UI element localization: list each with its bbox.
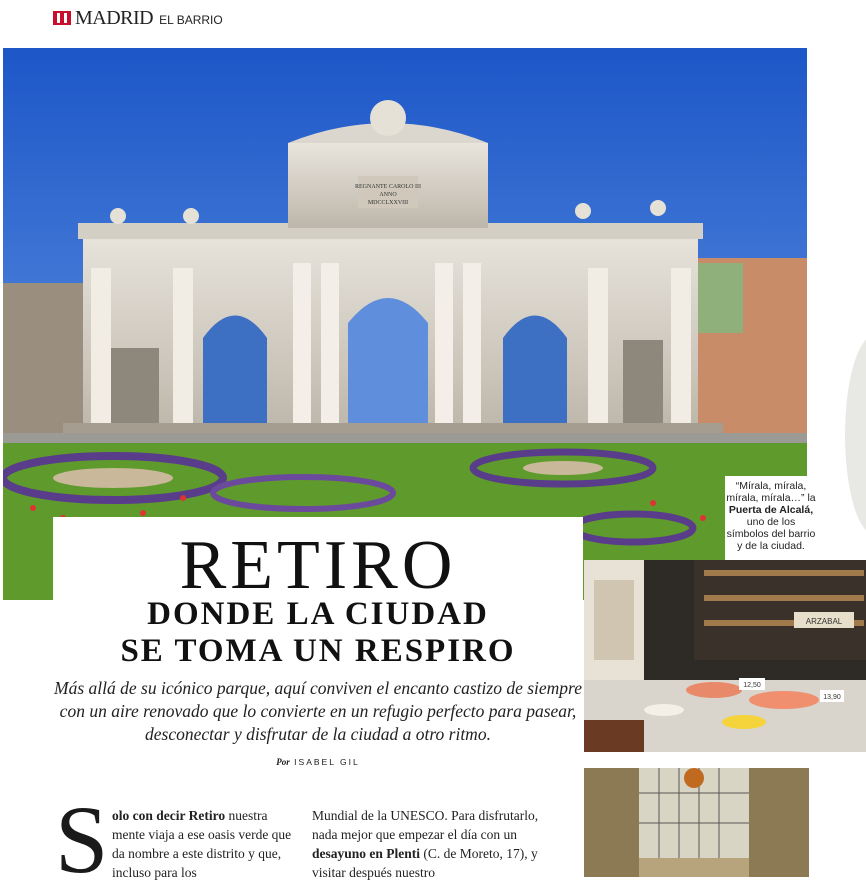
body-col2-text-a: Mundial de la UNESCO. Para disfrutarlo, nada mejor que empezar el día con un [312,808,539,842]
body-col2-text-b: (C. de Moreto, 17), y visitar después nuestro [312,846,538,880]
restaurant-photo [584,560,866,752]
byline-author: ISABEL GIL [294,757,360,767]
caption-text: “Mírala, mírala, mírala, mírala…” la [726,480,816,504]
body-column-1 [112,806,292,882]
headline-line-1: DONDE LA CIUDAD [147,596,489,632]
inscription-line-1: REGNANTE CAROLO III [355,184,421,190]
subsection-name: EL BARRIO [159,13,223,27]
caption-bold: Puerta de Alcalá, [728,504,814,516]
body-col2-bold: desayuno en Plenti [312,846,421,861]
drop-cap: S [55,786,109,893]
lede-paragraph: Más allá de su icónico parque, aquí conviven el encanto castizo de siempre con un aire renovado que lo convierte en un refugio perfecto para pasear, desconectar y disfrutar de la ciudad a otro ritmo. [54,678,582,744]
headline-main: RETIRO [179,527,457,604]
price-tag-1: 12,50 [743,682,761,689]
body-col1-text: nuestra mente viaja a ese oasis verde que da nombre a este distrito y que, incluso para los [112,808,292,880]
headline-line-2: SE TOMA UN RESPIRO [120,633,516,669]
price-tag-2: 13,90 [823,694,841,701]
interior-hall-photo [584,768,809,877]
inscription-line-3: MDCCLXXVIII [367,200,409,206]
inscription-line-2: ANNO [379,192,397,198]
body-column-2 [312,806,552,882]
headline-block [53,517,583,777]
byline-por: Por [276,757,290,767]
body-lead-bold: olo con decir Retiro [112,808,226,823]
magazine-logo-icon [53,11,71,25]
section-name: MADRID [75,6,154,29]
decorative-circle [845,335,866,535]
page-header [53,6,223,30]
caption-text-end: uno de los símbolos del barrio y de la ciudad. [726,516,816,552]
byline [53,757,583,767]
restaurant-sign: ARZABAL [805,617,843,626]
